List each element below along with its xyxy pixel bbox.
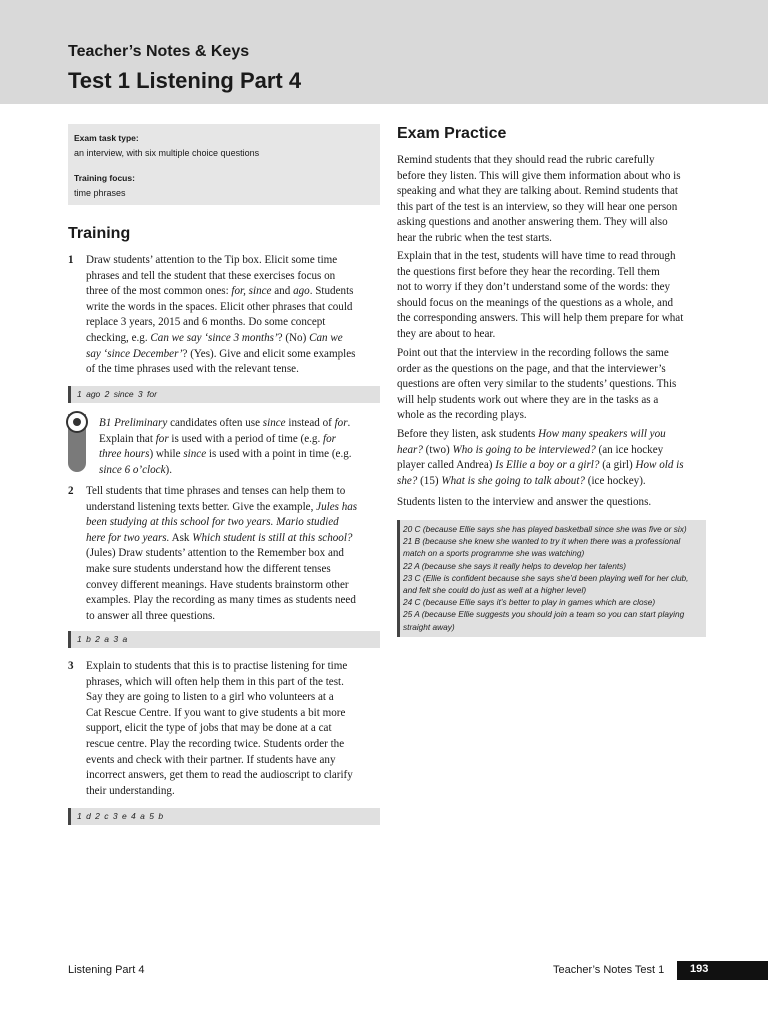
exam-paragraph-4	[397, 427, 709, 489]
text-line: the questions first before they hear the recording. Tell them	[397, 265, 660, 278]
item-number: 2	[68, 485, 74, 497]
text-line: phrases, which will often help them in this part of the test.	[86, 675, 344, 688]
text-line: incorrect answers, get them to read the audioscript to clarify	[86, 769, 353, 782]
text-line: convey different meanings. Have students brainstorm other	[86, 578, 349, 591]
exam-paragraph-3	[397, 346, 709, 424]
text-line: should focus on the meanings of the questions as a whole, and	[397, 296, 674, 309]
text-line: 25 A (because Ellie suggests you should join a team so you can start playing	[403, 609, 685, 620]
answer-key-text: 1 d 2 c 3 e 4 a 5 b	[77, 811, 164, 821]
text-line: straight away)	[403, 621, 455, 632]
item-text	[86, 253, 382, 378]
text-line: examples. Play the recording as many times as students need	[86, 594, 356, 607]
text-line: Explain that in the test, students will have time to read through	[397, 250, 676, 262]
text-line: hear? (two) Who is going to be interviewed? (an ice hockey	[397, 443, 664, 456]
page-number-box	[677, 961, 768, 980]
text-line: will help students work out where they are in the tasks as a	[397, 393, 659, 406]
exam-paragraph-2	[397, 249, 709, 343]
text-line: support, elicit the type of jobs that may be done at a cat	[86, 722, 332, 735]
text-line: Say they are going to listen to a girl who volunteers at a	[86, 691, 334, 704]
answer-key-3	[68, 808, 380, 825]
text-line: 24 C (because Ellie says it’s better to play in games which are close)	[403, 597, 656, 608]
text-line: three hours) while since is used with a point in time (e.g.	[99, 448, 352, 461]
tip-text	[99, 416, 395, 478]
answer-key-1	[68, 386, 380, 403]
page-header	[0, 0, 768, 104]
item-number: 1	[68, 254, 74, 266]
text-line: before they listen. This will give them information about who is	[397, 169, 681, 182]
exam-practice-heading: Exam Practice	[397, 125, 507, 142]
training-focus-label: Training focus:	[74, 173, 135, 183]
text-line: here for two years. Ask Which student is still at this school?	[86, 531, 353, 544]
answer-key-text: 1 b 2 a 3 a	[77, 634, 128, 644]
text-line: been studying at this school for two years. Mario studied	[86, 516, 339, 529]
text-line: say ‘since December’? (Yes). Give and elicit some examples	[86, 347, 356, 360]
text-line: to answer all three questions.	[86, 609, 216, 622]
training-item-2	[68, 484, 383, 626]
task-type-label: Exam task type:	[74, 133, 139, 143]
text-line: questions are often very similar to the students’ questions. This	[397, 378, 677, 391]
text-line: asking questions and another answering them. They will also	[397, 216, 668, 229]
page-number: 193	[690, 963, 709, 975]
text-line: they are about to hear.	[397, 327, 496, 340]
text-line: since 6 o’clock).	[99, 463, 172, 476]
text-line: checking, e.g. Can we say ‘since 3 months’? (No) Can we	[86, 331, 343, 344]
exam-paragraph-5: Students listen to the interview and answer the questions.	[397, 496, 652, 508]
text-line: Remind students that they should read the rubric carefully	[397, 154, 655, 166]
training-item-3	[68, 659, 383, 801]
text-line: 20 C (because Ellie says she has played basketball since she was five or six)	[403, 524, 687, 534]
text-line: Tell students that time phrases and tenses can help them to	[86, 485, 346, 497]
text-line: match on a sports programme she was watching)	[403, 548, 585, 559]
text-line: not to worry if they don’t understand some of the words: they	[397, 281, 671, 294]
text-line: of the time phrases used with the relevant tense.	[86, 363, 299, 376]
text-line: she? (15) What is she going to talk about? (ice hockey).	[397, 474, 646, 487]
exam-paragraph-1	[397, 153, 709, 247]
text-line: phrases and tell the student that these exercises focus on	[86, 269, 336, 282]
training-focus-value: time phrases	[74, 188, 126, 198]
text-line: Explain to students that this is to practise listening for time	[86, 660, 348, 672]
item-text	[86, 659, 382, 799]
text-line: (Jules) Draw students’ attention to the Remember box and	[86, 547, 344, 560]
task-type-value: an interview, with six multiple choice questions	[74, 148, 260, 158]
text-line: rescue centre. Play the recording twice. Students order the	[86, 737, 345, 750]
text-line: Draw students’ attention to the Tip box. Elicit some time	[86, 254, 338, 266]
training-heading: Training	[68, 225, 131, 242]
text-line: whole as the recording plays.	[397, 409, 527, 422]
text-line: understand listening texts better. Give the example, Jules has	[86, 500, 358, 513]
text-line: events and check with their partner. If students have any	[86, 753, 336, 766]
text-line: this part of the test is an interview, so they will hear one person	[397, 200, 678, 213]
text-line: Cat Rescue Centre. If you want to give students a bit more	[86, 706, 346, 719]
training-item-1	[68, 253, 383, 378]
text-line: 22 A (because she says it really helps to develop her talents)	[403, 560, 627, 571]
answer-key-text: 1 ago 2 since 3 for	[77, 389, 157, 399]
footer-book-label: Teacher’s Notes Test 1	[553, 964, 665, 976]
text-line: write the words in the spaces. Elicit other phrases that could	[86, 300, 353, 313]
text-line: hear the rubric when the test starts.	[397, 231, 552, 244]
text-line: Explain that for is used with a period of time (e.g. for	[99, 432, 336, 445]
answer-key-2	[68, 631, 380, 648]
text-line: Before they listen, ask students How many speakers will you	[397, 428, 666, 440]
text-line: player called Andrea) Is Ellie a boy or a girl? (a girl) How old is	[397, 459, 684, 472]
text-line: three of the most common ones: for, since and ago. Students	[86, 285, 354, 298]
text-line: speaking and what they are talking about. Remind students that	[397, 185, 678, 198]
text-line: B1 Preliminary candidates often use since instead of for.	[99, 417, 351, 429]
item-number: 3	[68, 660, 74, 672]
item-text	[86, 484, 382, 624]
text-line: and felt she could do just as well at a higher level)	[403, 585, 587, 596]
text-line: 23 C (Ellie is confident because she says she’d been playing well for her club,	[403, 572, 689, 583]
text-line: their understanding.	[86, 784, 175, 797]
footer-section-label: Listening Part 4	[68, 964, 145, 976]
text-line: replace 3 years, 2015 and 6 months. Do some concept	[86, 316, 326, 329]
text-line: make sure students understand how the different tenses	[86, 562, 331, 575]
header-subtitle: Teacher’s Notes & Keys	[68, 43, 250, 60]
exam-info-box	[68, 124, 380, 205]
text-line: order as the questions on the page, and that the interviewer’s	[397, 362, 666, 375]
exam-answer-key	[397, 520, 706, 637]
text-line: Point out that the interview in the recording follows the same	[397, 347, 669, 359]
page-title: Test 1 Listening Part 4	[68, 68, 302, 93]
text-line: 21 B (because she knew she wanted to try it when there was a professional	[403, 536, 681, 547]
text-line: the corresponding answers. This will help them prepare for what	[397, 312, 684, 325]
tip-box	[81, 416, 383, 480]
exam-answer-lines	[403, 523, 701, 633]
